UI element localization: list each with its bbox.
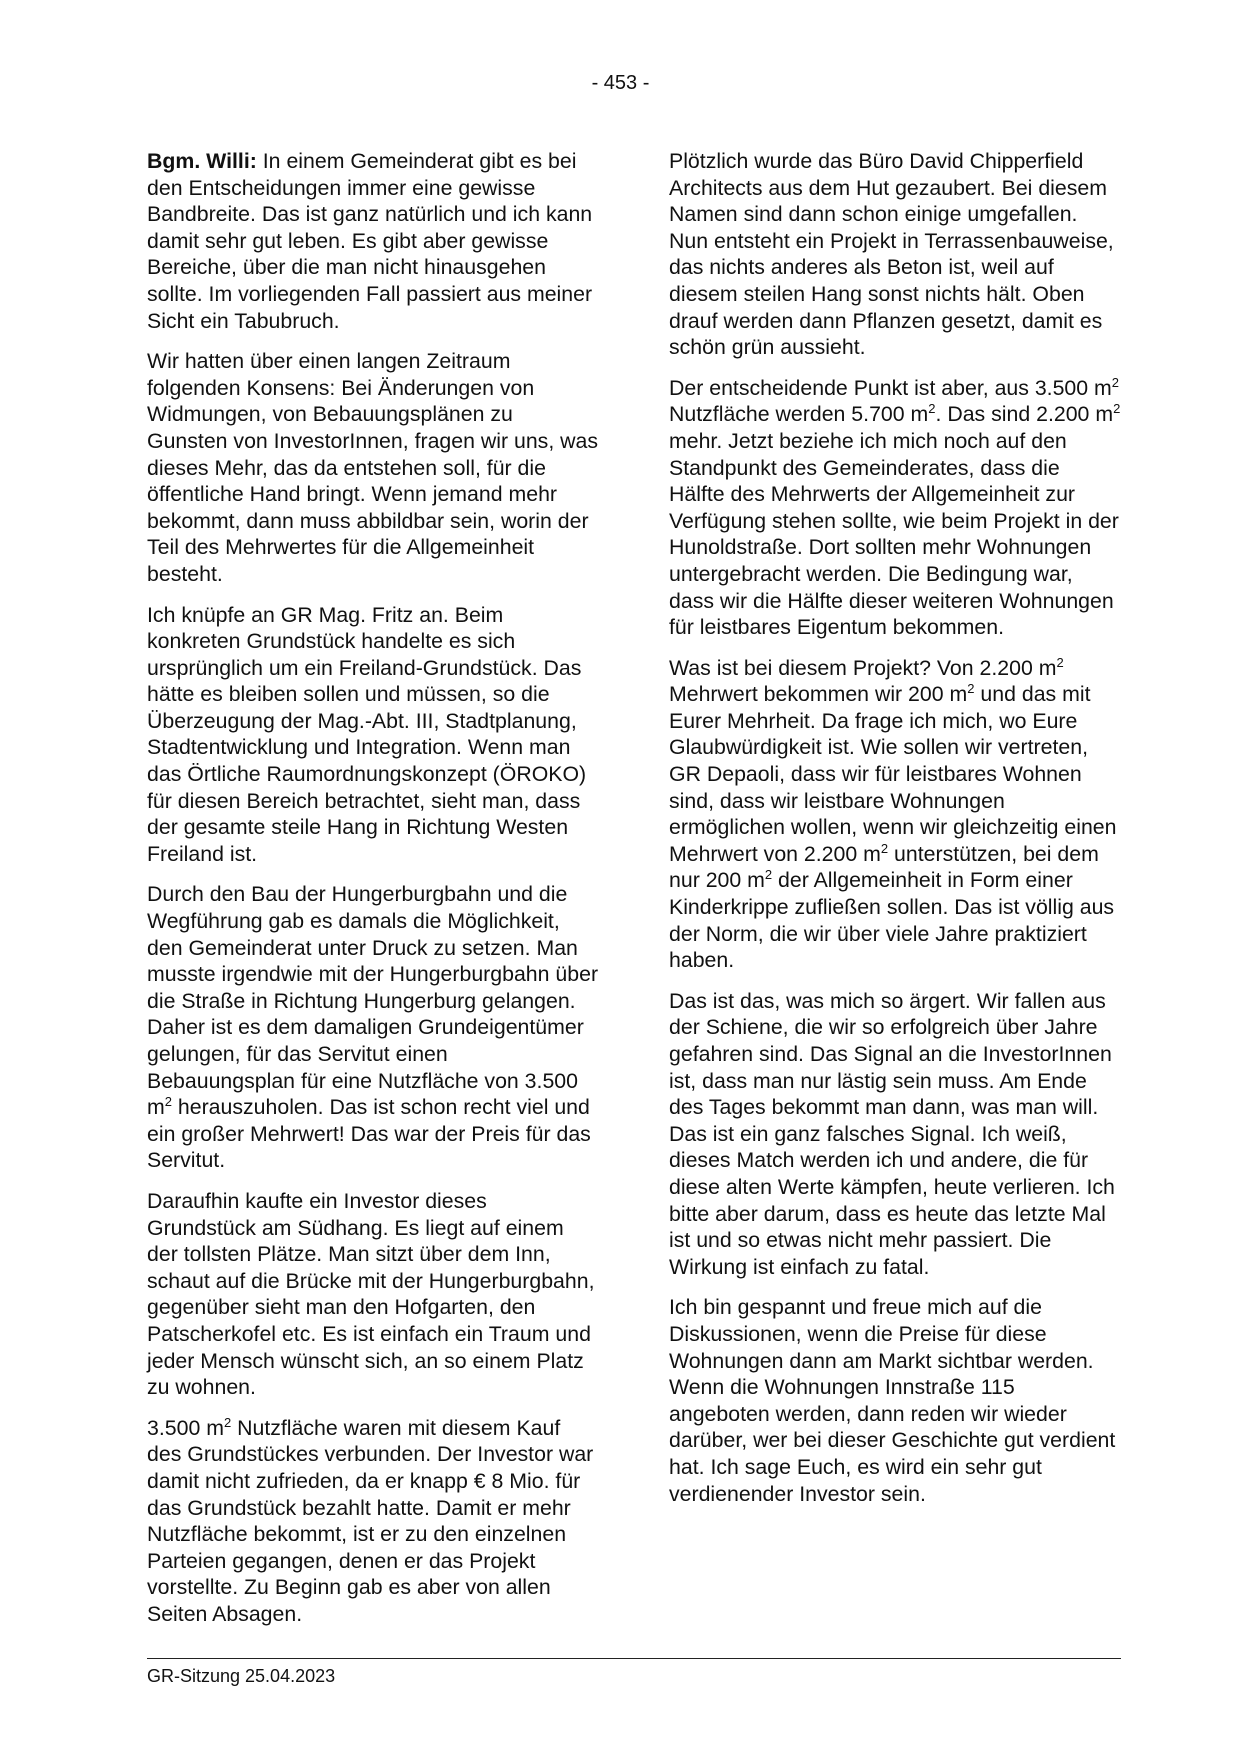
- text-segment: Der entscheidende Punkt ist aber, aus 3.500 m: [669, 375, 1112, 400]
- paragraph-8: [669, 375, 1121, 641]
- superscript: 2: [1113, 401, 1121, 417]
- text-segment: 3.500 m: [147, 1415, 224, 1440]
- text-segment: mehr. Jetzt beziehe ich mich noch auf den Standpunkt des Gemeinderates, dass die Hälfte des Mehrwerts der Allgemeinheit zur Verfügung stehen sollte, wie beim Projekt in der Hunoldstraße. Dort sollten mehr Wohnungen untergebracht werden. Die Bedingung war, dass wir die Hälfte dieser weiteren Wohnungen für leistbares Eigentum bekommen.: [669, 428, 1119, 640]
- page-number: - 453 -: [591, 72, 650, 94]
- speaker-name: Bgm. Willi:: [147, 149, 257, 173]
- text-segment: unterstützen, bei dem nur 200 m: [669, 841, 1099, 893]
- paragraph-10: Das ist das, was mich so ärgert. Wir fallen aus der Schiene, die wir so erfolgreich über Jahre gefahren sind. Das Signal an die InvestorInnen ist, dass man nur lästig sein muss. Am Ende des Tages bekommt man dann, was man will. Das ist ein ganz falsches Signal. Ich weiß, dieses Match werden ich und andere, die für diese alten Werte kämpfen, heute verlieren. Ich bitte aber darum, dass es heute das letzte Mal ist und so etwas nicht mehr passiert. Die Wirkung ist einfach zu fatal.: [669, 988, 1115, 1279]
- text-segment: . Das sind 2.200 m: [935, 402, 1114, 427]
- paragraph-6: [147, 1415, 599, 1628]
- footer-divider: [147, 1658, 1121, 1659]
- paragraph-4: [147, 881, 599, 1174]
- text-segment: Mehrwert bekommen wir 200 m: [669, 682, 968, 707]
- text-segment: Was ist bei diesem Projekt? Von 2.200 m: [669, 655, 1057, 680]
- paragraph-1-text: In einem Gemeinderat gibt es bei den Entscheidungen immer eine gewisse Bandbreite. Das ist ganz natürlich und ich kann damit sehr gut leben. Es gibt aber gewisse Bereiche, über die man nicht hinausgehen sollte. Im vorliegenden Fall passiert aus meiner Sicht ein Tabubruch.: [147, 149, 593, 333]
- paragraph-11: Ich bin gespannt und freue mich auf die Diskussionen, wenn die Preise für diese Wohnungen dann am Markt sichtbar werden. Wenn die Wohnungen Innstraße 115 angeboten werden, dann reden wir wieder darüber, wer bei dieser Geschichte gut verdient hat. Ich sage Euch, es wird ein sehr gut verdienender Investor sein.: [669, 1295, 1116, 1506]
- paragraph-2: Wir hatten über einen langen Zeitraum folgenden Konsens: Bei Änderungen von Widmungen, von Bebauungsplänen zu Gunsten von InvestorInnen, fragen wir uns, was dieses Mehr, das da entstehen soll, für die öffentliche Hand bringt. Wenn jemand mehr bekommt, dann muss abbildbar sein, worin der Teil des Mehrwertes für die Allgemeinheit besteht.: [147, 349, 599, 586]
- text-segment: herauszuholen. Das ist schon recht viel und ein großer Mehrwert! Das war der Preis für das Servitut.: [147, 1095, 591, 1173]
- paragraph-5: Daraufhin kaufte ein Investor dieses Grundstück am Südhang. Es liegt auf einem der tollsten Plätze. Man sitzt über dem Inn, schaut auf die Brücke mit der Hungerburgbahn, gegenüber sieht man den Hofgarten, den Patscherkofel etc. Es ist einfach ein Traum und jeder Mensch wünscht sich, an so einem Platz zu wohnen.: [147, 1188, 595, 1400]
- superscript: 2: [1111, 374, 1120, 390]
- paragraph-7: Plötzlich wurde das Büro David Chipperfield Architects aus dem Hut gezaubert. Bei diesem Namen sind dann schon einige umgefallen. Nun entsteht ein Projekt in Terrassenbauweise, das nichts anderes als Beton ist, weil auf diesem steilen Hang sonst nichts hält. Oben drauf werden dann Pflanzen gesetzt, damit es schön grün aussieht.: [669, 149, 1114, 360]
- superscript: 2: [764, 867, 773, 883]
- paragraph-1: [147, 148, 599, 334]
- footer-session-date: GR-Sitzung 25.04.2023: [147, 1666, 336, 1686]
- superscript: 2: [967, 681, 975, 697]
- superscript: 2: [1056, 654, 1064, 670]
- paragraph-3: Ich knüpfe an GR Mag. Fritz an. Beim konkreten Grundstück handelte es sich ursprünglich um ein Freiland-Grundstück. Das hätte es bleiben sollen und müssen, so die Überzeugung der Mag.-Abt. III, Stadtplanung, Stadtentwicklung und Integration. Wenn man das Örtliche Raumordnungskonzept (ÖROKO) für diesen Bereich betrachtet, sieht man, dass der gesamte steile Hang in Richtung Westen Freiland ist.: [147, 602, 587, 866]
- text-segment: Durch den Bau der Hungerburgbahn und die Wegführung gab es damals die Möglichkeit, den Gemeinderat unter Druck zu setzen. Man musste irgendwie mit der Hungerburgbahn über die Straße in Richtung Hungerburg gelangen. Daher ist es dem damaligen Grundeigentümer gelungen, für das Servitut einen Bebauungsplan für eine Nutzfläche von 3.500 m: [147, 882, 599, 1120]
- superscript: 2: [164, 1094, 172, 1110]
- text-segment: der Allgemeinheit in Form einer Kinderkrippe zufließen sollen. Das ist völlig aus der Norm, die wir über viele Jahre praktiziert haben.: [669, 868, 1115, 973]
- left-column: [147, 148, 599, 1641]
- superscript: 2: [223, 1414, 232, 1430]
- text-segment: Nutzfläche werden 5.700 m: [669, 402, 929, 427]
- superscript: 2: [928, 401, 936, 417]
- paragraph-9: [669, 655, 1121, 974]
- right-column: [669, 148, 1121, 1521]
- superscript: 2: [880, 840, 889, 856]
- text-segment: Nutzfläche waren mit diesem Kauf des Grundstückes verbunden. Der Investor war damit nicht zufrieden, da er knapp € 8 Mio. für das Grundstück bezahlt hatte. Damit er mehr Nutzfläche bekommt, ist er zu den einzelnen Parteien gegangen, denen er das Projekt vorstellte. Zu Beginn gab es aber von allen Seiten Absagen.: [147, 1415, 594, 1626]
- text-segment: und das mit Eurer Mehrheit. Da frage ich mich, wo Eure Glaubwürdigkeit ist. Wie sollen wir vertreten, GR Depaoli, dass wir für leistbares Wohnen sind, dass wir leistbare Wohnungen ermöglichen wollen, wenn wir gleichzeitig einen Mehrwert von 2.200 m: [669, 682, 1117, 866]
